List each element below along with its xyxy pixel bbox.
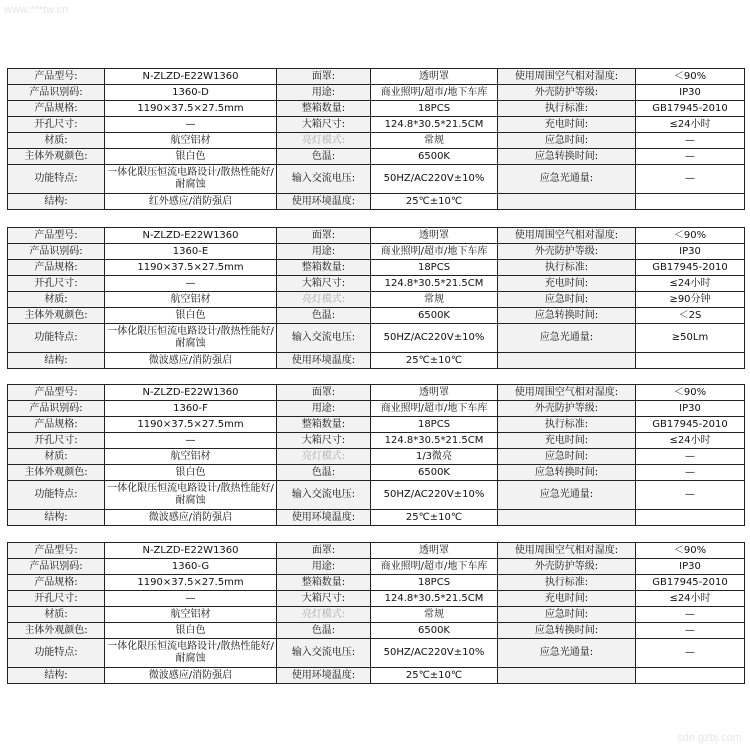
spec-row bbox=[8, 117, 745, 133]
label-standard: 执行标准: bbox=[498, 260, 636, 276]
value-features: 一体化限压恒流电路设计/散热性能好/耐腐蚀 bbox=[105, 481, 277, 510]
label-structure: 结构: bbox=[8, 353, 105, 369]
value-voltage: 50HZ/AC220V±10% bbox=[371, 324, 498, 353]
value-pcs: 18PCS bbox=[371, 417, 498, 433]
spec-row bbox=[8, 543, 745, 559]
label-color: 主体外观颜色: bbox=[8, 623, 105, 639]
value-flux: — bbox=[636, 165, 745, 194]
spec-row bbox=[8, 607, 745, 623]
label-material: 材质: bbox=[8, 133, 105, 149]
label-features: 功能特点: bbox=[8, 324, 105, 353]
value-switch: ＜2S bbox=[636, 308, 745, 324]
value-standard: GB17945-2010 bbox=[636, 101, 745, 117]
label-material: 材质: bbox=[8, 449, 105, 465]
label-ip: 外壳防护等级: bbox=[498, 244, 636, 260]
value-voltage: 50HZ/AC220V±10% bbox=[371, 481, 498, 510]
label-ip: 外壳防护等级: bbox=[498, 559, 636, 575]
spec-row bbox=[8, 101, 745, 117]
label-color: 主体外观颜色: bbox=[8, 149, 105, 165]
label-humidity: 使用周围空气相对湿度: bbox=[498, 69, 636, 85]
value-structure: 红外感应/消防强启 bbox=[105, 194, 277, 210]
label-id: 产品识别码: bbox=[8, 559, 105, 575]
label-usage: 用途: bbox=[277, 244, 371, 260]
label-color: 主体外观颜色: bbox=[8, 308, 105, 324]
label-humidity: 使用周围空气相对湿度: bbox=[498, 543, 636, 559]
value-standard: GB17945-2010 bbox=[636, 260, 745, 276]
value-em-time: ≥90分钟 bbox=[636, 292, 745, 308]
value-hole: — bbox=[105, 276, 277, 292]
value-hole: — bbox=[105, 591, 277, 607]
value-color-temp: 6500K bbox=[371, 149, 498, 165]
value-box: 124.8*30.5*21.5CM bbox=[371, 276, 498, 292]
label-pcs: 整箱数量: bbox=[277, 417, 371, 433]
value-humidity: ＜90% bbox=[636, 385, 745, 401]
label-features: 功能特点: bbox=[8, 481, 105, 510]
spec-row bbox=[8, 165, 745, 194]
value-model: N-ZLZD-E22W1360 bbox=[105, 543, 277, 559]
value-structure: 微波感应/消防强启 bbox=[105, 510, 277, 526]
label-hole: 开孔尺寸: bbox=[8, 117, 105, 133]
value-size: 1190×37.5×27.5mm bbox=[105, 101, 277, 117]
label-cover: 面罩: bbox=[277, 228, 371, 244]
label-light-mode: 亮灯模式: bbox=[277, 292, 371, 308]
label-voltage: 输入交流电压: bbox=[277, 481, 371, 510]
value-charge: ≤24小时 bbox=[636, 276, 745, 292]
label-env-temp: 使用环境温度: bbox=[277, 194, 371, 210]
value-pcs: 18PCS bbox=[371, 575, 498, 591]
value-id: 1360-G bbox=[105, 559, 277, 575]
spec-row bbox=[8, 194, 745, 210]
label-cover: 面罩: bbox=[277, 69, 371, 85]
spec-row bbox=[8, 575, 745, 591]
label-ip: 外壳防护等级: bbox=[498, 85, 636, 101]
value-flux: — bbox=[636, 639, 745, 668]
spec-row bbox=[8, 623, 745, 639]
value-charge: ≤24小时 bbox=[636, 591, 745, 607]
label-em-time: 应急时间: bbox=[498, 292, 636, 308]
label-box: 大箱尺寸: bbox=[277, 276, 371, 292]
value-empty bbox=[636, 668, 745, 684]
label-empty bbox=[498, 353, 636, 369]
value-switch: — bbox=[636, 465, 745, 481]
value-id: 1360-D bbox=[105, 85, 277, 101]
label-light-mode: 亮灯模式: bbox=[277, 449, 371, 465]
spec-row bbox=[8, 449, 745, 465]
label-switch: 应急转换时间: bbox=[498, 623, 636, 639]
value-standard: GB17945-2010 bbox=[636, 417, 745, 433]
value-size: 1190×37.5×27.5mm bbox=[105, 260, 277, 276]
label-model: 产品型号: bbox=[8, 69, 105, 85]
label-box: 大箱尺寸: bbox=[277, 433, 371, 449]
label-pcs: 整箱数量: bbox=[277, 101, 371, 117]
value-pcs: 18PCS bbox=[371, 101, 498, 117]
spec-row bbox=[8, 401, 745, 417]
label-usage: 用途: bbox=[277, 559, 371, 575]
label-empty bbox=[498, 510, 636, 526]
value-box: 124.8*30.5*21.5CM bbox=[371, 591, 498, 607]
value-light-mode: 1/3微亮 bbox=[371, 449, 498, 465]
value-ip: IP30 bbox=[636, 559, 745, 575]
label-charge: 充电时间: bbox=[498, 276, 636, 292]
label-light-mode: 亮灯模式: bbox=[277, 607, 371, 623]
watermark-top: www.***tw.cn bbox=[4, 4, 69, 16]
value-cover: 透明罩 bbox=[371, 69, 498, 85]
label-light-mode: 亮灯模式: bbox=[277, 133, 371, 149]
label-size: 产品规格: bbox=[8, 417, 105, 433]
value-color-temp: 6500K bbox=[371, 308, 498, 324]
value-material: 航空铝材 bbox=[105, 607, 277, 623]
value-humidity: ＜90% bbox=[636, 228, 745, 244]
spec-row bbox=[8, 324, 745, 353]
spec-row bbox=[8, 244, 745, 260]
label-model: 产品型号: bbox=[8, 228, 105, 244]
value-cover: 透明罩 bbox=[371, 228, 498, 244]
value-material: 航空铝材 bbox=[105, 449, 277, 465]
value-light-mode: 常规 bbox=[371, 292, 498, 308]
spec-row bbox=[8, 510, 745, 526]
spec-table-4 bbox=[7, 542, 745, 684]
value-material: 航空铝材 bbox=[105, 292, 277, 308]
label-material: 材质: bbox=[8, 292, 105, 308]
spec-row bbox=[8, 149, 745, 165]
label-structure: 结构: bbox=[8, 668, 105, 684]
label-id: 产品识别码: bbox=[8, 244, 105, 260]
value-flux: — bbox=[636, 481, 745, 510]
label-switch: 应急转换时间: bbox=[498, 465, 636, 481]
spec-row bbox=[8, 228, 745, 244]
value-color: 银白色 bbox=[105, 623, 277, 639]
value-humidity: ＜90% bbox=[636, 69, 745, 85]
label-empty bbox=[498, 668, 636, 684]
value-structure: 微波感应/消防强启 bbox=[105, 668, 277, 684]
label-hole: 开孔尺寸: bbox=[8, 433, 105, 449]
label-usage: 用途: bbox=[277, 401, 371, 417]
label-pcs: 整箱数量: bbox=[277, 260, 371, 276]
value-color-temp: 6500K bbox=[371, 465, 498, 481]
spec-table-3 bbox=[7, 384, 745, 526]
value-cover: 透明罩 bbox=[371, 543, 498, 559]
value-voltage: 50HZ/AC220V±10% bbox=[371, 165, 498, 194]
label-box: 大箱尺寸: bbox=[277, 117, 371, 133]
label-humidity: 使用周围空气相对湿度: bbox=[498, 228, 636, 244]
spec-row bbox=[8, 85, 745, 101]
value-switch: — bbox=[636, 623, 745, 639]
spec-row bbox=[8, 292, 745, 308]
value-flux: ≥50Lm bbox=[636, 324, 745, 353]
label-humidity: 使用周围空气相对湿度: bbox=[498, 385, 636, 401]
label-features: 功能特点: bbox=[8, 165, 105, 194]
label-voltage: 输入交流电压: bbox=[277, 165, 371, 194]
value-color: 银白色 bbox=[105, 465, 277, 481]
value-features: 一体化限压恒流电路设计/散热性能好/耐腐蚀 bbox=[105, 324, 277, 353]
label-id: 产品识别码: bbox=[8, 85, 105, 101]
value-em-time: — bbox=[636, 607, 745, 623]
value-standard: GB17945-2010 bbox=[636, 575, 745, 591]
value-ip: IP30 bbox=[636, 85, 745, 101]
label-charge: 充电时间: bbox=[498, 117, 636, 133]
value-usage: 商业照明/超市/地下车库 bbox=[371, 85, 498, 101]
label-standard: 执行标准: bbox=[498, 575, 636, 591]
value-features: 一体化限压恒流电路设计/散热性能好/耐腐蚀 bbox=[105, 639, 277, 668]
label-env-temp: 使用环境温度: bbox=[277, 668, 371, 684]
value-color-temp: 6500K bbox=[371, 623, 498, 639]
label-id: 产品识别码: bbox=[8, 401, 105, 417]
label-color-temp: 色温: bbox=[277, 465, 371, 481]
label-model: 产品型号: bbox=[8, 543, 105, 559]
value-cover: 透明罩 bbox=[371, 385, 498, 401]
label-flux: 应急光通量: bbox=[498, 639, 636, 668]
label-cover: 面罩: bbox=[277, 385, 371, 401]
label-model: 产品型号: bbox=[8, 385, 105, 401]
label-ip: 外壳防护等级: bbox=[498, 401, 636, 417]
label-size: 产品规格: bbox=[8, 575, 105, 591]
value-env-temp: 25℃±10℃ bbox=[371, 194, 498, 210]
spec-row bbox=[8, 385, 745, 401]
value-em-time: — bbox=[636, 133, 745, 149]
label-color-temp: 色温: bbox=[277, 308, 371, 324]
label-structure: 结构: bbox=[8, 510, 105, 526]
value-usage: 商业照明/超市/地下车库 bbox=[371, 401, 498, 417]
label-hole: 开孔尺寸: bbox=[8, 591, 105, 607]
value-model: N-ZLZD-E22W1360 bbox=[105, 69, 277, 85]
value-usage: 商业照明/超市/地下车库 bbox=[371, 559, 498, 575]
label-flux: 应急光通量: bbox=[498, 165, 636, 194]
label-size: 产品规格: bbox=[8, 101, 105, 117]
spec-table-1 bbox=[7, 68, 745, 210]
value-em-time: — bbox=[636, 449, 745, 465]
label-usage: 用途: bbox=[277, 85, 371, 101]
label-hole: 开孔尺寸: bbox=[8, 276, 105, 292]
spec-row bbox=[8, 668, 745, 684]
value-features: 一体化限压恒流电路设计/散热性能好/耐腐蚀 bbox=[105, 165, 277, 194]
label-charge: 充电时间: bbox=[498, 591, 636, 607]
spec-row bbox=[8, 639, 745, 668]
spec-row bbox=[8, 591, 745, 607]
value-charge: ≤24小时 bbox=[636, 117, 745, 133]
value-box: 124.8*30.5*21.5CM bbox=[371, 433, 498, 449]
label-structure: 结构: bbox=[8, 194, 105, 210]
label-pcs: 整箱数量: bbox=[277, 575, 371, 591]
spec-row bbox=[8, 559, 745, 575]
spec-row bbox=[8, 260, 745, 276]
value-pcs: 18PCS bbox=[371, 260, 498, 276]
value-model: N-ZLZD-E22W1360 bbox=[105, 228, 277, 244]
value-hole: — bbox=[105, 433, 277, 449]
label-charge: 充电时间: bbox=[498, 433, 636, 449]
label-env-temp: 使用环境温度: bbox=[277, 510, 371, 526]
label-flux: 应急光通量: bbox=[498, 481, 636, 510]
label-empty bbox=[498, 194, 636, 210]
label-flux: 应急光通量: bbox=[498, 324, 636, 353]
label-switch: 应急转换时间: bbox=[498, 308, 636, 324]
label-em-time: 应急时间: bbox=[498, 449, 636, 465]
spec-row bbox=[8, 481, 745, 510]
value-empty bbox=[636, 510, 745, 526]
value-humidity: ＜90% bbox=[636, 543, 745, 559]
value-model: N-ZLZD-E22W1360 bbox=[105, 385, 277, 401]
value-ip: IP30 bbox=[636, 401, 745, 417]
spec-row bbox=[8, 465, 745, 481]
value-hole: — bbox=[105, 117, 277, 133]
value-id: 1360-F bbox=[105, 401, 277, 417]
label-voltage: 输入交流电压: bbox=[277, 639, 371, 668]
value-light-mode: 常规 bbox=[371, 133, 498, 149]
value-light-mode: 常规 bbox=[371, 607, 498, 623]
value-voltage: 50HZ/AC220V±10% bbox=[371, 639, 498, 668]
value-switch: — bbox=[636, 149, 745, 165]
label-features: 功能特点: bbox=[8, 639, 105, 668]
value-size: 1190×37.5×27.5mm bbox=[105, 575, 277, 591]
label-box: 大箱尺寸: bbox=[277, 591, 371, 607]
label-em-time: 应急时间: bbox=[498, 607, 636, 623]
value-box: 124.8*30.5*21.5CM bbox=[371, 117, 498, 133]
spec-row bbox=[8, 433, 745, 449]
value-color: 银白色 bbox=[105, 149, 277, 165]
label-standard: 执行标准: bbox=[498, 101, 636, 117]
spec-row bbox=[8, 133, 745, 149]
value-empty bbox=[636, 194, 745, 210]
value-env-temp: 25℃±10℃ bbox=[371, 510, 498, 526]
value-structure: 微波感应/消防强启 bbox=[105, 353, 277, 369]
value-empty bbox=[636, 353, 745, 369]
label-voltage: 输入交流电压: bbox=[277, 324, 371, 353]
label-env-temp: 使用环境温度: bbox=[277, 353, 371, 369]
watermark-bottom: sdn.gzbj.com bbox=[677, 732, 742, 744]
label-switch: 应急转换时间: bbox=[498, 149, 636, 165]
value-env-temp: 25℃±10℃ bbox=[371, 668, 498, 684]
label-material: 材质: bbox=[8, 607, 105, 623]
value-id: 1360-E bbox=[105, 244, 277, 260]
spec-row bbox=[8, 353, 745, 369]
label-color-temp: 色温: bbox=[277, 149, 371, 165]
label-color-temp: 色温: bbox=[277, 623, 371, 639]
value-charge: ≤24小时 bbox=[636, 433, 745, 449]
label-color: 主体外观颜色: bbox=[8, 465, 105, 481]
spec-row bbox=[8, 308, 745, 324]
value-size: 1190×37.5×27.5mm bbox=[105, 417, 277, 433]
label-size: 产品规格: bbox=[8, 260, 105, 276]
spec-table-2 bbox=[7, 227, 745, 369]
label-standard: 执行标准: bbox=[498, 417, 636, 433]
value-material: 航空铝材 bbox=[105, 133, 277, 149]
spec-row bbox=[8, 417, 745, 433]
spec-row bbox=[8, 276, 745, 292]
value-usage: 商业照明/超市/地下车库 bbox=[371, 244, 498, 260]
label-cover: 面罩: bbox=[277, 543, 371, 559]
value-env-temp: 25℃±10℃ bbox=[371, 353, 498, 369]
value-color: 银白色 bbox=[105, 308, 277, 324]
label-em-time: 应急时间: bbox=[498, 133, 636, 149]
value-ip: IP30 bbox=[636, 244, 745, 260]
spec-row bbox=[8, 69, 745, 85]
